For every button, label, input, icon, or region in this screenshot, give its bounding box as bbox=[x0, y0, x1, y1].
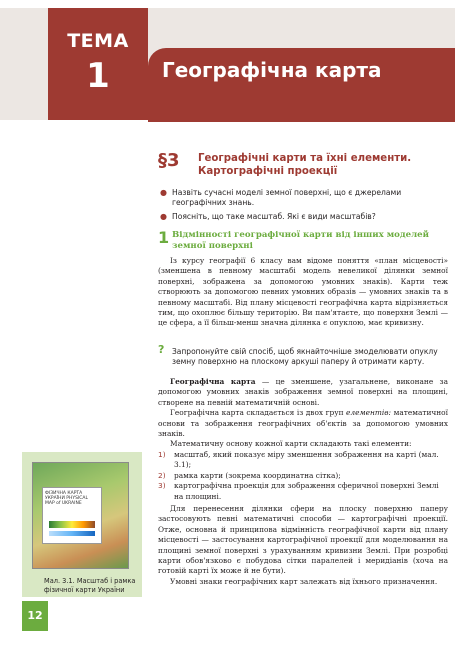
definition-term: Географічна карта bbox=[170, 377, 256, 386]
list-number: 1) bbox=[158, 450, 166, 459]
page-header bbox=[0, 0, 455, 127]
question-text: Запропонуйте свій спосіб, щоб якнайточніше змоделювати опуклу земну поверхню на плоскому аркуші паперу й отримати карту. bbox=[172, 347, 438, 366]
section-title: Географічні карти та їхні елементи. Картографічні проекції bbox=[198, 153, 412, 177]
map-legend-inset bbox=[42, 487, 102, 544]
components-text-after: математичної основи та зображення географічних об'єктів за допомогою умовних знаків. bbox=[158, 408, 448, 439]
math-elements-list bbox=[158, 450, 448, 502]
list-text: рамка карти (зокрема координатна сітка); bbox=[174, 470, 341, 480]
components-text-before: Географічна карта складається із двох груп bbox=[170, 408, 347, 418]
definition-paragraph bbox=[158, 377, 448, 408]
list-text: картографічна проекція для зображення сферичної поверхні Землі на площині. bbox=[174, 481, 439, 501]
theme-label: ТЕМА bbox=[67, 30, 129, 52]
theme-badge bbox=[48, 8, 148, 120]
elevation-scale-bar bbox=[49, 521, 95, 528]
list-text: масштаб, який показує міру зменшення зображення на карті (мал. 3.1); bbox=[174, 450, 439, 470]
subsection-number: 1 bbox=[158, 228, 170, 247]
page-number: 12 bbox=[22, 601, 48, 631]
list-item bbox=[158, 212, 448, 222]
definition-block bbox=[158, 377, 448, 450]
figure-caption: Мал. 3.1. Масштаб і рамка фізичної карти України bbox=[44, 577, 136, 594]
projection-text: Для перенесення ділянки сфери на плоску поверхню паперу застосовують певні математичні способи — картографічні проекції. Отже, основна й принципова відмінність географічної карти від плану місцевості — застосування картографічної проекції для моделювання на площині земної поверхні з урахуванням кривизни Землі. При розробці карти обов'язково є побудова сітки паралелей і меридіанів (хоча на готовій карті їх може й не бути). bbox=[158, 504, 448, 576]
bullet-icon: ● bbox=[160, 212, 167, 221]
list-number: 2) bbox=[158, 470, 166, 480]
list-item bbox=[158, 188, 448, 208]
section-number: §3 bbox=[158, 150, 180, 171]
components-paragraph bbox=[158, 408, 448, 439]
bullet-text: Поясніть, що таке масштаб. Які є види масштабів? bbox=[172, 212, 376, 221]
projection-paragraph bbox=[158, 504, 448, 587]
closing-text: Умовні знаки географічних карт залежать від їхнього призначення. bbox=[170, 576, 438, 586]
theme-number: 1 bbox=[86, 56, 110, 96]
question-icon: ? bbox=[158, 343, 165, 356]
subsection-title: Відмінності географічної карти від інших моделей земної поверхні bbox=[172, 230, 430, 251]
question-block bbox=[158, 343, 448, 367]
intro-text: Із курсу географії 6 класу вам відоме поняття «план місцевості» (зменшена в певному масштабі модель невеликої ділянки земної поверхні, зображена за допомогою умовних знаків). Карти теж створюють за допомогою певних умовних образів — умовних знаків та в певному масштабі. Від плану місцевості географічна карта відрізняється тим, що охоплює більшу територію. Ви пам'ятаєте, що поверхня Землі — це сфера, а її більш-менш значна ділянка є опуклою, має кривизну. bbox=[158, 256, 448, 328]
bullet-text: Назвіть сучасні моделі земної поверхні, що є джерелами географічних знань. bbox=[172, 188, 402, 207]
depth-scale-bar bbox=[49, 531, 95, 536]
math-basis-intro: Математичну основу кожної карти складають такі елементи: bbox=[170, 439, 412, 449]
list-item bbox=[158, 481, 448, 502]
list-number: 3) bbox=[158, 481, 166, 491]
map-inset-title: ФІЗИЧНА КАРТА УКРАЇНИ PHYSICAL MAP of UKRAINE bbox=[45, 491, 88, 506]
components-emphasis: елементів: bbox=[346, 408, 392, 418]
chapter-title: Географічна карта bbox=[162, 58, 382, 82]
list-item bbox=[158, 471, 448, 481]
intro-questions bbox=[158, 188, 448, 226]
bullet-icon: ● bbox=[160, 188, 167, 197]
intro-paragraph bbox=[158, 256, 448, 329]
list-item bbox=[158, 450, 448, 471]
chapter-title-box bbox=[148, 48, 455, 122]
definition-text: — це зменшене, узагальнене, виконане за допомогою умовних знаків зображення земної поверхні на площині, створене на певній математичній основі. bbox=[158, 377, 448, 407]
